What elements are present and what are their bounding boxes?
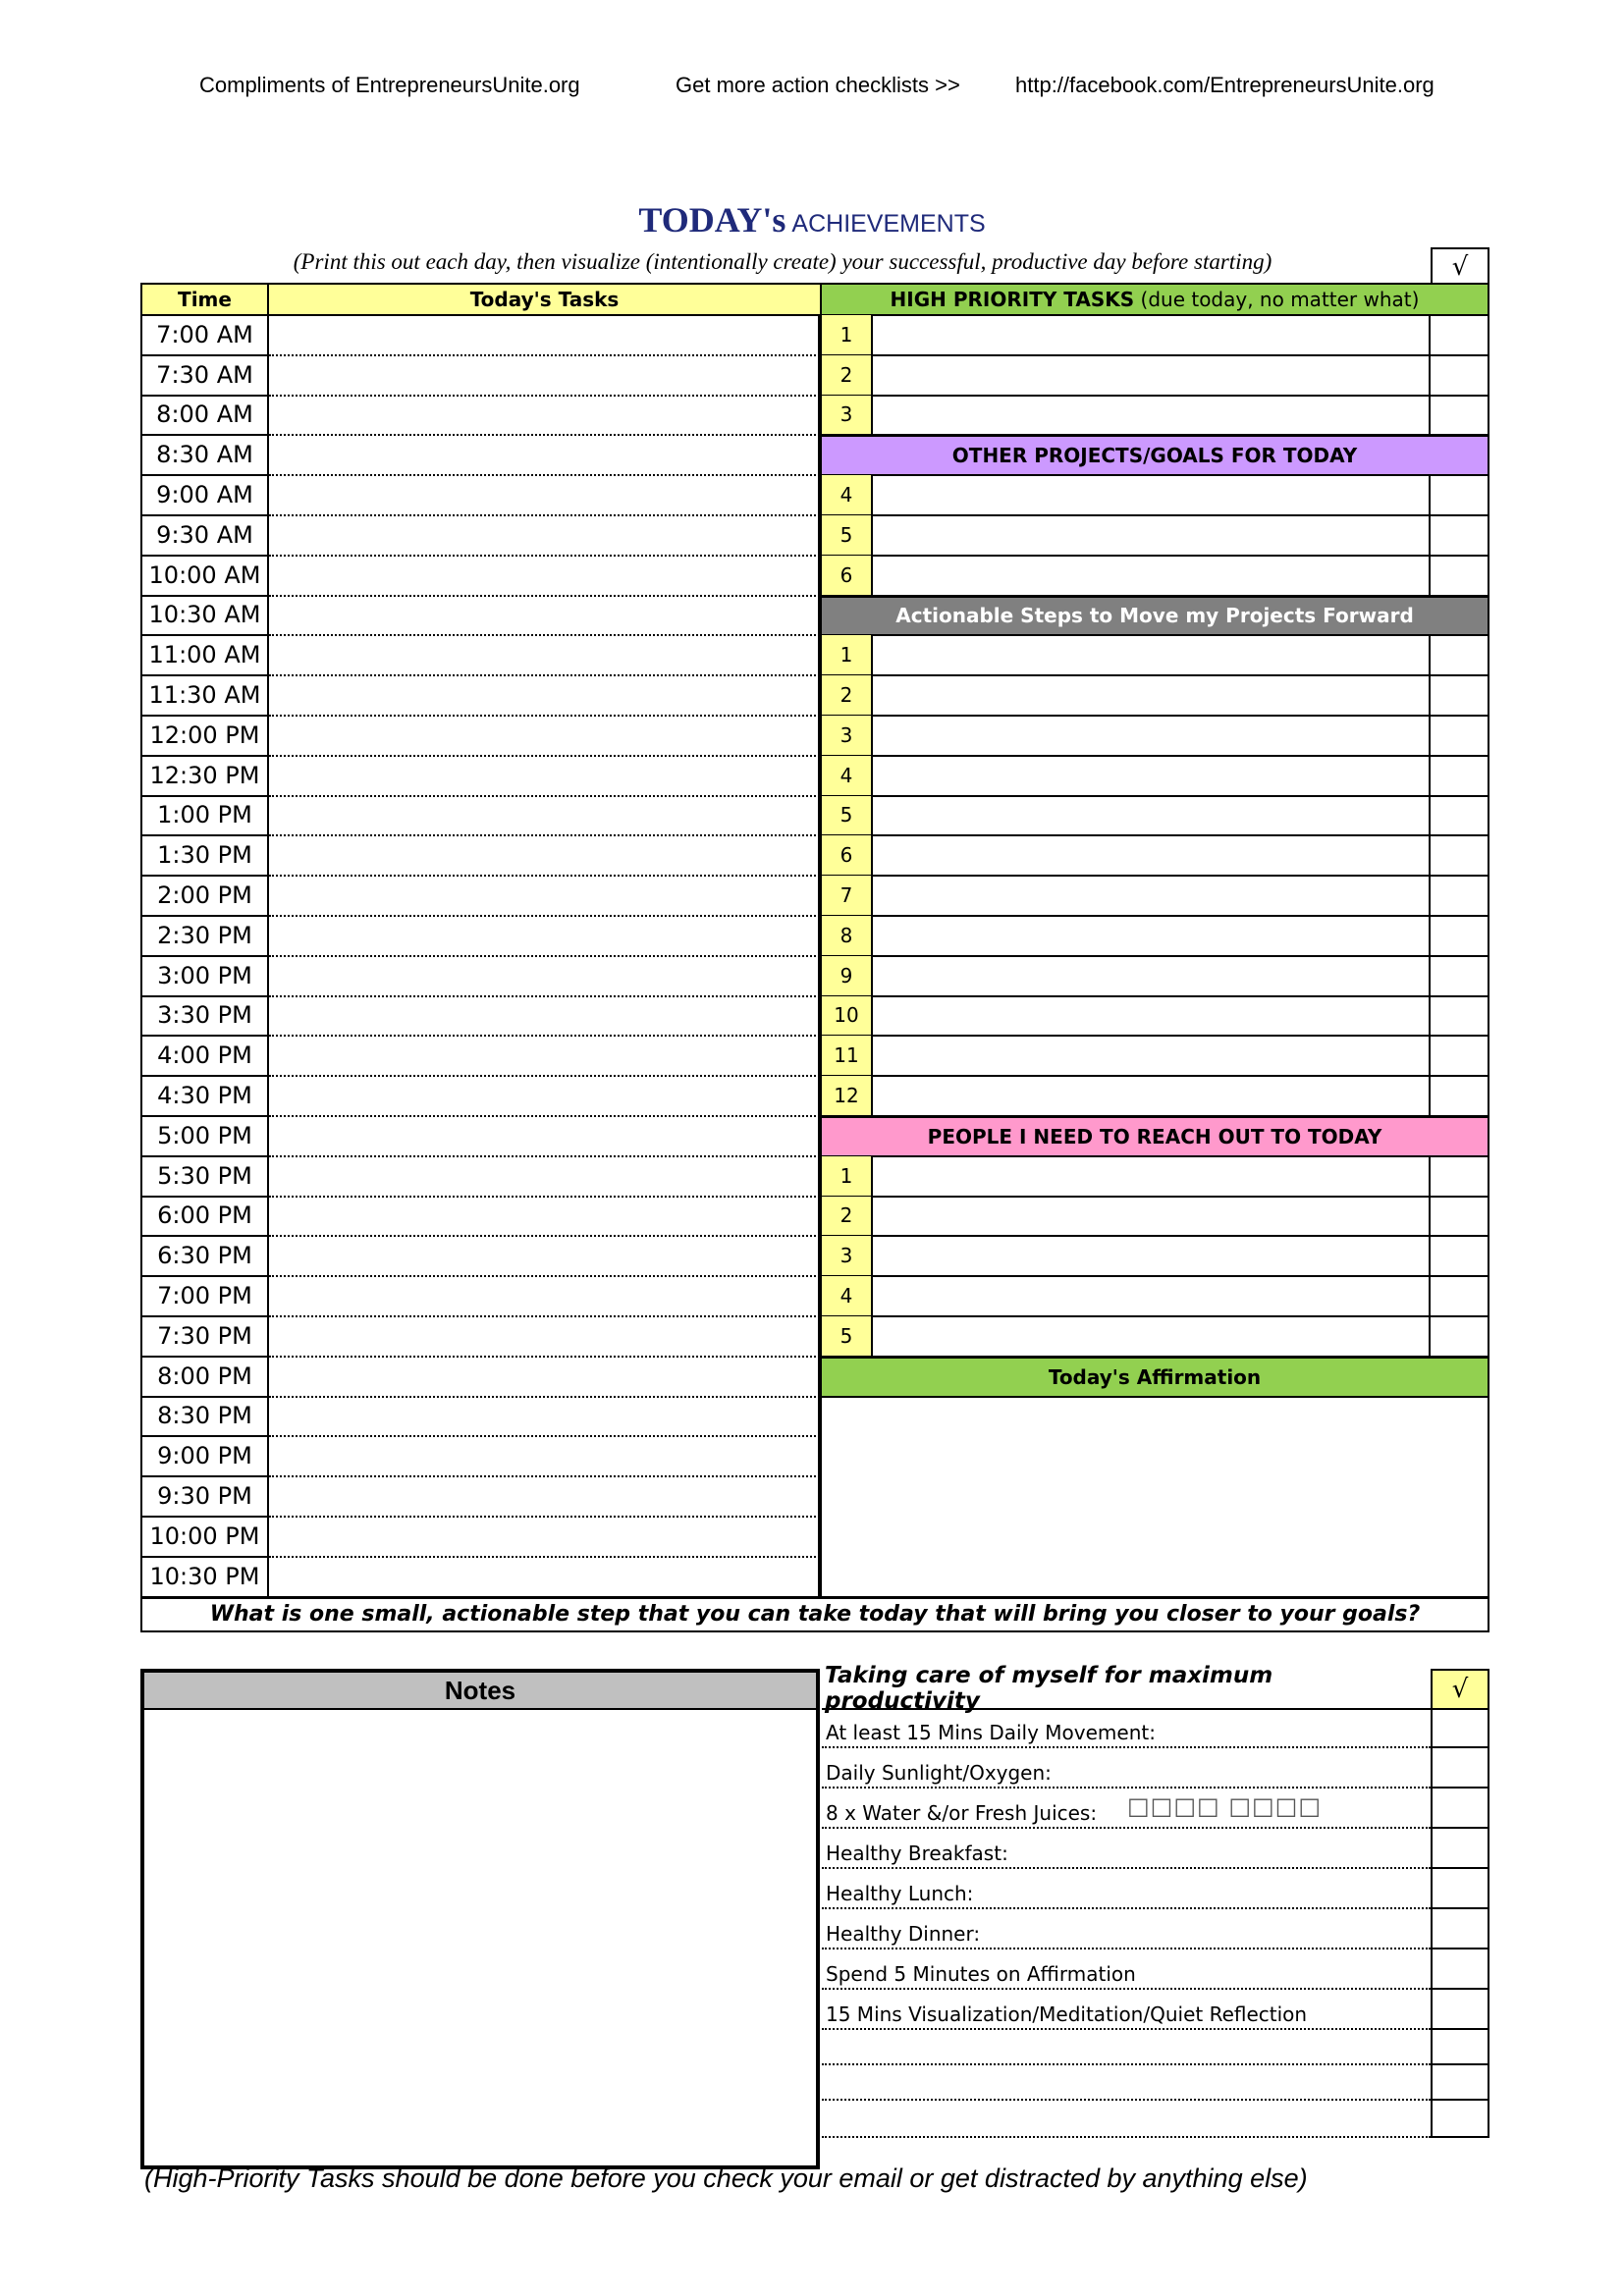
task-input[interactable]	[269, 1357, 820, 1398]
other-project-checkbox[interactable]	[1431, 475, 1489, 516]
actionable-step-number: 4	[820, 756, 873, 797]
self-care-checkbox[interactable]	[1431, 1990, 1489, 2030]
people-header: PEOPLE I NEED TO REACH OUT TO TODAY	[820, 1116, 1489, 1157]
affirmation-input[interactable]	[820, 1397, 1489, 1598]
time-cell: 1:30 PM	[140, 835, 269, 877]
self-care-checkbox[interactable]	[1431, 1909, 1489, 1949]
self-care-item: 8 x Water &/or Fresh Juices:	[822, 1789, 1431, 1829]
actionable-step-input[interactable]	[873, 996, 1431, 1038]
task-input[interactable]	[269, 835, 820, 877]
self-care-item: At least 15 Mins Daily Movement:	[822, 1708, 1431, 1748]
task-input[interactable]	[269, 596, 820, 637]
task-input[interactable]	[269, 956, 820, 997]
actionable-step-number: 6	[820, 835, 873, 877]
task-input[interactable]	[269, 515, 820, 557]
self-care-check-header: √	[1431, 1669, 1489, 1710]
actionable-step-number: 12	[820, 1076, 873, 1117]
task-input[interactable]	[269, 1197, 820, 1238]
actionable-steps-header: Actionable Steps to Move my Projects Forward	[820, 596, 1489, 637]
self-care-item	[822, 2101, 1431, 2138]
self-care-title: Taking care of myself for maximum productivity	[822, 1669, 1431, 1710]
actionable-step-input[interactable]	[873, 716, 1431, 757]
time-cell: 6:30 PM	[140, 1236, 269, 1277]
actionable-step-checkbox[interactable]	[1431, 675, 1489, 717]
high-priority-checkbox[interactable]	[1431, 315, 1489, 356]
self-care-item: Healthy Lunch:	[822, 1869, 1431, 1909]
time-cell: 3:30 PM	[140, 996, 269, 1038]
high-priority-note: (due today, no matter what)	[1134, 288, 1420, 311]
actionable-step-number: 9	[820, 956, 873, 997]
self-care-checkbox[interactable]	[1431, 1949, 1489, 1990]
actionable-step-input[interactable]	[873, 1076, 1431, 1117]
notes-header: Notes	[140, 1669, 820, 1710]
time-cell: 9:00 AM	[140, 475, 269, 516]
person-checkbox[interactable]	[1431, 1236, 1489, 1277]
person-input[interactable]	[873, 1276, 1431, 1317]
self-care-checkbox[interactable]	[1431, 1789, 1489, 1829]
task-input[interactable]	[269, 916, 820, 957]
person-input[interactable]	[873, 1316, 1431, 1358]
time-cell: 1:00 PM	[140, 796, 269, 837]
self-care-checkbox[interactable]	[1431, 1869, 1489, 1909]
time-cell: 8:30 PM	[140, 1397, 269, 1438]
self-care-item	[822, 2030, 1431, 2065]
task-input[interactable]	[269, 635, 820, 676]
actionable-step-checkbox[interactable]	[1431, 796, 1489, 837]
actionable-step-checkbox[interactable]	[1431, 916, 1489, 957]
high-priority-input[interactable]	[873, 396, 1431, 437]
time-cell: 2:30 PM	[140, 916, 269, 957]
actionable-step-checkbox[interactable]	[1431, 996, 1489, 1038]
actionable-step-input[interactable]	[873, 635, 1431, 676]
task-input[interactable]	[269, 796, 820, 837]
actionable-step-number: 5	[820, 796, 873, 837]
person-number: 3	[820, 1236, 873, 1277]
time-cell: 7:00 PM	[140, 1276, 269, 1317]
self-care-checkbox[interactable]	[1431, 2101, 1489, 2138]
person-checkbox[interactable]	[1431, 1156, 1489, 1198]
check-header: √	[1431, 247, 1489, 287]
task-input[interactable]	[269, 556, 820, 597]
task-input[interactable]	[269, 435, 820, 476]
time-cell: 7:00 AM	[140, 315, 269, 356]
task-input[interactable]	[269, 315, 820, 356]
task-input[interactable]	[269, 1036, 820, 1077]
time-cell: 7:30 PM	[140, 1316, 269, 1358]
task-input[interactable]	[269, 1156, 820, 1198]
high-priority-header	[820, 283, 1489, 316]
actionable-step-checkbox[interactable]	[1431, 1076, 1489, 1117]
self-care-item: 15 Mins Visualization/Meditation/Quiet Reflection	[822, 1990, 1431, 2030]
person-checkbox[interactable]	[1431, 1276, 1489, 1317]
time-cell: 6:00 PM	[140, 1197, 269, 1238]
notes-area[interactable]	[140, 1708, 820, 2169]
self-care-item: Healthy Breakfast:	[822, 1829, 1431, 1869]
actionable-step-number: 2	[820, 675, 873, 717]
actionable-step-input[interactable]	[873, 956, 1431, 997]
time-header: Time	[140, 283, 269, 316]
task-input[interactable]	[269, 1076, 820, 1117]
footer-note: (High-Priority Tasks should be done before you check your email or get distracted by anything else)	[144, 2163, 1308, 2193]
time-cell: 11:30 AM	[140, 675, 269, 717]
self-care-checkbox[interactable]	[1431, 1748, 1489, 1789]
high-priority-label: HIGH PRIORITY TASKS	[890, 288, 1135, 311]
task-input[interactable]	[269, 716, 820, 757]
time-cell: 8:00 PM	[140, 1357, 269, 1398]
time-cell: 9:00 PM	[140, 1436, 269, 1477]
self-care-item: Spend 5 Minutes on Affirmation	[822, 1949, 1431, 1990]
actionable-step-number: 7	[820, 876, 873, 917]
other-project-input[interactable]	[873, 556, 1431, 597]
self-care-item: Daily Sunlight/Oxygen:	[822, 1748, 1431, 1789]
actionable-step-number: 11	[820, 1036, 873, 1077]
time-cell: 4:30 PM	[140, 1076, 269, 1117]
person-checkbox[interactable]	[1431, 1197, 1489, 1238]
person-number: 2	[820, 1197, 873, 1238]
time-cell: 2:00 PM	[140, 876, 269, 917]
high-priority-checkbox[interactable]	[1431, 396, 1489, 437]
high-priority-number: 3	[820, 396, 873, 437]
person-checkbox[interactable]	[1431, 1316, 1489, 1358]
person-input[interactable]	[873, 1156, 1431, 1198]
time-cell: 12:00 PM	[140, 716, 269, 757]
person-number: 5	[820, 1316, 873, 1358]
time-cell: 4:00 PM	[140, 1036, 269, 1077]
task-input[interactable]	[269, 1397, 820, 1438]
time-cell: 10:00 PM	[140, 1517, 269, 1558]
actionable-step-input[interactable]	[873, 835, 1431, 877]
task-input[interactable]	[269, 1316, 820, 1358]
person-number: 4	[820, 1276, 873, 1317]
self-care-item: Healthy Dinner:	[822, 1909, 1431, 1949]
actionable-step-checkbox[interactable]	[1431, 716, 1489, 757]
actionable-step-input[interactable]	[873, 916, 1431, 957]
actionable-step-input[interactable]	[873, 876, 1431, 917]
tasks-header: Today's Tasks	[267, 283, 822, 316]
self-care-checkbox[interactable]	[1431, 2030, 1489, 2065]
task-input[interactable]	[269, 1236, 820, 1277]
actionable-step-checkbox[interactable]	[1431, 835, 1489, 877]
time-cell: 10:00 AM	[140, 556, 269, 597]
more-checklists-link[interactable]: Get more action checklists >>	[676, 73, 960, 97]
task-input[interactable]	[269, 1116, 820, 1157]
actionable-step-input[interactable]	[873, 675, 1431, 717]
self-care-item	[822, 2065, 1431, 2101]
actionable-step-checkbox[interactable]	[1431, 876, 1489, 917]
time-cell: 10:30 PM	[140, 1557, 269, 1598]
time-cell: 11:00 AM	[140, 635, 269, 676]
task-input[interactable]	[269, 1476, 820, 1518]
task-input[interactable]	[269, 996, 820, 1038]
task-input[interactable]	[269, 1517, 820, 1558]
time-cell: 9:30 PM	[140, 1476, 269, 1518]
other-project-number: 5	[820, 515, 873, 557]
task-input[interactable]	[269, 355, 820, 397]
actionable-step-number: 3	[820, 716, 873, 757]
page-title	[0, 199, 1624, 240]
other-project-checkbox[interactable]	[1431, 515, 1489, 557]
task-input[interactable]	[269, 675, 820, 717]
other-project-input[interactable]	[873, 475, 1431, 516]
actionable-step-number: 1	[820, 635, 873, 676]
actionable-step-number: 8	[820, 916, 873, 957]
task-input[interactable]	[269, 876, 820, 917]
actionable-step-input[interactable]	[873, 756, 1431, 797]
time-cell: 9:30 AM	[140, 515, 269, 557]
task-input[interactable]	[269, 756, 820, 797]
time-cell: 8:00 AM	[140, 396, 269, 437]
time-cell: 7:30 AM	[140, 355, 269, 397]
water-boxes[interactable]: □□□□ □□□□	[1127, 1792, 1323, 1820]
other-project-number: 4	[820, 475, 873, 516]
page-title-bold: TODAY's	[638, 200, 786, 240]
high-priority-input[interactable]	[873, 355, 1431, 397]
high-priority-checkbox[interactable]	[1431, 355, 1489, 397]
high-priority-number: 2	[820, 355, 873, 397]
task-input[interactable]	[269, 1557, 820, 1598]
affirmation-header: Today's Affirmation	[820, 1357, 1489, 1398]
self-care-checkbox[interactable]	[1431, 1829, 1489, 1869]
time-cell: 3:00 PM	[140, 956, 269, 997]
time-cell: 12:30 PM	[140, 756, 269, 797]
task-input[interactable]	[269, 475, 820, 516]
compliments-text: Compliments of EntrepreneursUnite.org	[199, 73, 580, 97]
task-input[interactable]	[269, 396, 820, 437]
facebook-link[interactable]: http://facebook.com/EntrepreneursUnite.org	[1015, 73, 1435, 97]
actionable-step-input[interactable]	[873, 796, 1431, 837]
time-cell: 5:30 PM	[140, 1156, 269, 1198]
person-input[interactable]	[873, 1236, 1431, 1277]
person-input[interactable]	[873, 1197, 1431, 1238]
actionable-step-checkbox[interactable]	[1431, 956, 1489, 997]
time-cell: 8:30 AM	[140, 435, 269, 476]
actionable-step-number: 10	[820, 996, 873, 1038]
self-care-checkbox[interactable]	[1431, 2065, 1489, 2101]
task-input[interactable]	[269, 1436, 820, 1477]
other-project-checkbox[interactable]	[1431, 556, 1489, 597]
person-number: 1	[820, 1156, 873, 1198]
actionable-step-checkbox[interactable]	[1431, 635, 1489, 676]
task-input[interactable]	[269, 1276, 820, 1317]
page-subtitle: (Print this out each day, then visualize (intentionally create) your successful, productive day before starting)	[293, 249, 1272, 274]
other-project-number: 6	[820, 556, 873, 597]
actionable-step-input[interactable]	[873, 1036, 1431, 1077]
time-cell: 10:30 AM	[140, 596, 269, 637]
self-care-checkbox[interactable]	[1431, 1708, 1489, 1748]
time-cell: 5:00 PM	[140, 1116, 269, 1157]
other-projects-header: OTHER PROJECTS/GOALS FOR TODAY	[820, 435, 1489, 476]
page-title-rest: ACHIEVEMENTS	[791, 210, 986, 238]
high-priority-input[interactable]	[873, 315, 1431, 356]
high-priority-number: 1	[820, 315, 873, 356]
goal-question: What is one small, actionable step that you can take today that will bring you closer to your goals?	[140, 1597, 1489, 1632]
actionable-step-checkbox[interactable]	[1431, 756, 1489, 797]
other-project-input[interactable]	[873, 515, 1431, 557]
actionable-step-checkbox[interactable]	[1431, 1036, 1489, 1077]
